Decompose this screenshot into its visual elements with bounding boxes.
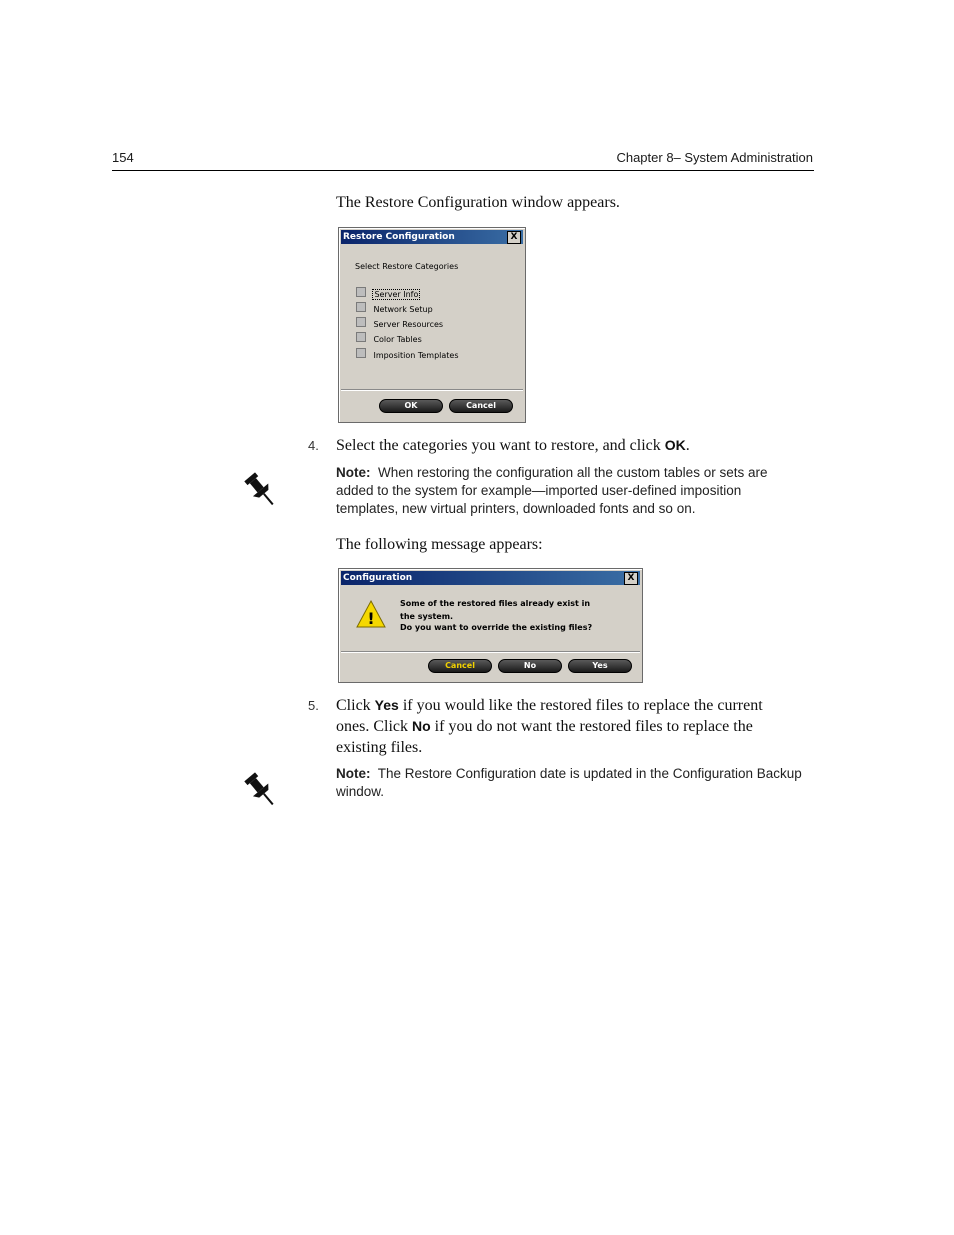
dialog-title: Configuration (343, 573, 413, 583)
dialog-titlebar (341, 571, 640, 585)
checkbox[interactable] (356, 348, 366, 358)
header-rule (112, 170, 814, 171)
step-text: if you would like the restored files to replace the current ones. Click (336, 697, 763, 735)
section-label: Select Restore Categories (355, 262, 459, 271)
step-number: 4. (308, 438, 319, 453)
yes-button[interactable]: Yes (568, 659, 632, 673)
ok-keyword: OK (664, 437, 686, 453)
following-text: The following message appears: (336, 536, 543, 553)
step-text: if you do not want the restored files to replace the existing files. (336, 718, 753, 756)
page-number: 154 (112, 150, 134, 165)
checkbox[interactable] (356, 302, 366, 312)
warning-icon (355, 599, 387, 629)
step-4-text (336, 435, 806, 456)
pushpin-note-icon (240, 468, 284, 512)
note-label: Note: (336, 465, 371, 480)
ok-button[interactable]: OK (379, 399, 443, 413)
dialog-title: Restore Configuration (343, 232, 455, 242)
message-line-1: Some of the restored files already exist in the system. (400, 599, 591, 621)
close-icon[interactable]: X (624, 572, 638, 585)
dialog-separator (341, 389, 523, 390)
category-imposition-templates[interactable] (356, 345, 459, 363)
note-label: Note: (336, 766, 371, 781)
close-icon[interactable]: X (507, 231, 521, 244)
cancel-button[interactable]: Cancel (428, 659, 492, 673)
pushpin-note-icon (240, 768, 284, 812)
step-end: . (685, 437, 690, 454)
step-text: Select the categories you want to restore, and click (336, 437, 665, 454)
cancel-button[interactable]: Cancel (449, 399, 513, 413)
chapter-title: Chapter 8– System Administration (616, 150, 813, 165)
checkbox[interactable] (356, 332, 366, 342)
category-label: Network Setup (373, 305, 433, 314)
no-keyword: No (412, 718, 431, 734)
note-text: The Restore Configuration date is updated in the Configuration Backup window. (336, 766, 802, 799)
dialog-titlebar (341, 230, 523, 244)
category-label: Server Info (374, 290, 419, 299)
intro-text: The Restore Configuration window appears. (336, 194, 620, 211)
note-text: When restoring the configuration all the custom tables or sets are added to the system for example—imported user-defined imposition templates, new virtual printers, downloaded fonts and so on. (336, 465, 768, 516)
step-number: 5. (308, 698, 319, 713)
category-label: Server Resources (373, 320, 444, 329)
step-5-text (336, 695, 792, 758)
checkbox[interactable] (356, 287, 366, 297)
dialog-separator (341, 651, 640, 652)
checkbox[interactable] (356, 317, 366, 327)
step-text: Click (336, 697, 375, 714)
note-1 (336, 464, 806, 518)
restore-configuration-dialog (338, 227, 526, 423)
yes-keyword: Yes (374, 697, 399, 713)
note-2 (336, 765, 806, 801)
message-line-2: Do you want to override the existing files? (400, 623, 593, 632)
configuration-dialog (338, 568, 643, 683)
category-label: Color Tables (373, 335, 422, 344)
no-button[interactable]: No (498, 659, 562, 673)
svg-text:!: ! (367, 609, 375, 628)
category-label: Imposition Templates (373, 351, 459, 360)
